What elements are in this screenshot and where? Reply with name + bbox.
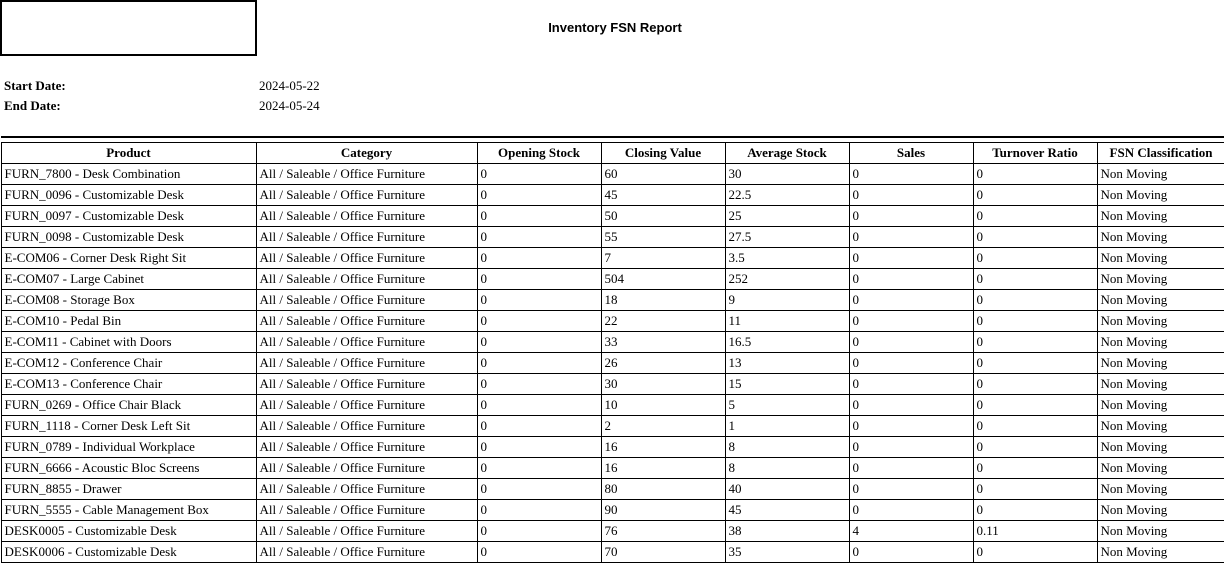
cell-opening-stock: 0 [477, 227, 601, 248]
cell-fsn-classification: Non Moving [1097, 227, 1224, 248]
cell-fsn-classification: Non Moving [1097, 353, 1224, 374]
cell-category: All / Saleable / Office Furniture [256, 353, 477, 374]
cell-average-stock: 25 [725, 206, 849, 227]
cell-turnover-ratio: 0 [973, 185, 1097, 206]
cell-average-stock: 8 [725, 437, 849, 458]
cell-average-stock: 15 [725, 374, 849, 395]
logo-placeholder-cell [1, 1, 256, 55]
cell-fsn-classification: Non Moving [1097, 269, 1224, 290]
table-row [1, 353, 1224, 374]
table-row [1, 416, 1224, 437]
cell-product: FURN_0098 - Customizable Desk [1, 227, 256, 248]
spacer-cell [725, 116, 849, 137]
column-header-closing-value: Closing Value [601, 143, 725, 164]
cell-turnover-ratio: 0 [973, 290, 1097, 311]
column-header-average-stock: Average Stock [725, 143, 849, 164]
cell-product: E-COM08 - Storage Box [1, 290, 256, 311]
cell-sales: 0 [849, 374, 973, 395]
cell-turnover-ratio: 0 [973, 458, 1097, 479]
cell-sales: 0 [849, 500, 973, 521]
cell-fsn-classification: Non Moving [1097, 374, 1224, 395]
bottom-edge-cell [256, 563, 477, 581]
cell-category: All / Saleable / Office Furniture [256, 248, 477, 269]
cell-sales: 0 [849, 416, 973, 437]
table-row [1, 206, 1224, 227]
cell-opening-stock: 0 [477, 185, 601, 206]
spacer-cell [973, 116, 1097, 137]
bottom-edge-cell [725, 563, 849, 581]
bottom-edge-cell [1, 563, 256, 581]
cell-closing-value: 76 [601, 521, 725, 542]
cell-fsn-classification: Non Moving [1097, 185, 1224, 206]
spacer-cell [725, 96, 849, 116]
spacer-cell [1, 55, 256, 76]
cell-fsn-classification: Non Moving [1097, 290, 1224, 311]
title-pad-cell-2 [1097, 1, 1224, 55]
cell-opening-stock: 0 [477, 542, 601, 563]
cell-sales: 0 [849, 269, 973, 290]
cell-category: All / Saleable / Office Furniture [256, 500, 477, 521]
cell-closing-value: 60 [601, 164, 725, 185]
cell-product: FURN_0789 - Individual Workplace [1, 437, 256, 458]
cell-turnover-ratio: 0 [973, 437, 1097, 458]
bottom-edge-cell [601, 563, 725, 581]
cell-opening-stock: 0 [477, 500, 601, 521]
cell-closing-value: 16 [601, 458, 725, 479]
cell-average-stock: 45 [725, 500, 849, 521]
table-bottom-edge-row [1, 563, 1224, 581]
cell-sales: 0 [849, 227, 973, 248]
table-row [1, 311, 1224, 332]
table-row [1, 164, 1224, 185]
cell-product: E-COM07 - Large Cabinet [1, 269, 256, 290]
cell-category: All / Saleable / Office Furniture [256, 164, 477, 185]
spacer-cell [1097, 96, 1224, 116]
cell-turnover-ratio: 0 [973, 479, 1097, 500]
cell-category: All / Saleable / Office Furniture [256, 374, 477, 395]
cell-turnover-ratio: 0 [973, 374, 1097, 395]
cell-fsn-classification: Non Moving [1097, 521, 1224, 542]
bottom-edge-cell [973, 563, 1097, 581]
spacer-cell [725, 55, 849, 76]
cell-fsn-classification: Non Moving [1097, 206, 1224, 227]
cell-closing-value: 45 [601, 185, 725, 206]
cell-fsn-classification: Non Moving [1097, 164, 1224, 185]
spacer-cell [601, 55, 725, 76]
bottom-edge-cell [1097, 563, 1224, 581]
cell-product: E-COM10 - Pedal Bin [1, 311, 256, 332]
spacer-cell [477, 116, 601, 137]
cell-opening-stock: 0 [477, 479, 601, 500]
table-row [1, 500, 1224, 521]
spacer-cell [1097, 55, 1224, 76]
cell-average-stock: 3.5 [725, 248, 849, 269]
cell-sales: 0 [849, 206, 973, 227]
cell-average-stock: 252 [725, 269, 849, 290]
cell-closing-value: 90 [601, 500, 725, 521]
spacer-cell [601, 116, 725, 137]
cell-category: All / Saleable / Office Furniture [256, 542, 477, 563]
cell-fsn-classification: Non Moving [1097, 437, 1224, 458]
cell-average-stock: 8 [725, 458, 849, 479]
column-header-product: Product [1, 143, 256, 164]
spacer-cell [601, 96, 725, 116]
cell-closing-value: 16 [601, 437, 725, 458]
table-header-row [1, 143, 1224, 164]
column-header-fsn-classification: FSN Classification [1097, 143, 1224, 164]
cell-opening-stock: 0 [477, 395, 601, 416]
cell-average-stock: 22.5 [725, 185, 849, 206]
cell-product: FURN_5555 - Cable Management Box [1, 500, 256, 521]
cell-opening-stock: 0 [477, 353, 601, 374]
end-date-label: End Date: [1, 96, 256, 116]
cell-turnover-ratio: 0 [973, 164, 1097, 185]
cell-sales: 0 [849, 311, 973, 332]
cell-opening-stock: 0 [477, 164, 601, 185]
spacer-cell [477, 96, 601, 116]
cell-closing-value: 33 [601, 332, 725, 353]
spacer-cell [1, 116, 256, 137]
table-row [1, 521, 1224, 542]
cell-category: All / Saleable / Office Furniture [256, 458, 477, 479]
spacer-cell [973, 76, 1097, 96]
cell-opening-stock: 0 [477, 458, 601, 479]
cell-average-stock: 38 [725, 521, 849, 542]
cell-closing-value: 30 [601, 374, 725, 395]
cell-category: All / Saleable / Office Furniture [256, 437, 477, 458]
cell-fsn-classification: Non Moving [1097, 458, 1224, 479]
cell-opening-stock: 0 [477, 290, 601, 311]
end-date-value: 2024-05-24 [256, 96, 477, 116]
cell-opening-stock: 0 [477, 437, 601, 458]
spacer-cell [256, 55, 477, 76]
spacer-cell [256, 116, 477, 137]
cell-average-stock: 5 [725, 395, 849, 416]
cell-sales: 0 [849, 395, 973, 416]
cell-category: All / Saleable / Office Furniture [256, 206, 477, 227]
cell-average-stock: 30 [725, 164, 849, 185]
end-date-row [1, 96, 1224, 116]
cell-average-stock: 11 [725, 311, 849, 332]
cell-closing-value: 504 [601, 269, 725, 290]
cell-fsn-classification: Non Moving [1097, 395, 1224, 416]
spacer-cell [849, 76, 973, 96]
table-row [1, 395, 1224, 416]
cell-opening-stock: 0 [477, 374, 601, 395]
spacer-cell [849, 96, 973, 116]
cell-average-stock: 9 [725, 290, 849, 311]
cell-turnover-ratio: 0 [973, 542, 1097, 563]
cell-sales: 4 [849, 521, 973, 542]
start-date-row [1, 76, 1224, 96]
cell-opening-stock: 0 [477, 248, 601, 269]
table-row [1, 437, 1224, 458]
cell-category: All / Saleable / Office Furniture [256, 227, 477, 248]
cell-turnover-ratio: 0 [973, 353, 1097, 374]
cell-category: All / Saleable / Office Furniture [256, 290, 477, 311]
cell-product: E-COM12 - Conference Chair [1, 353, 256, 374]
spacer-cell [849, 116, 973, 137]
cell-category: All / Saleable / Office Furniture [256, 521, 477, 542]
cell-turnover-ratio: 0 [973, 248, 1097, 269]
cell-average-stock: 1 [725, 416, 849, 437]
cell-category: All / Saleable / Office Furniture [256, 416, 477, 437]
start-date-label: Start Date: [1, 76, 256, 96]
cell-turnover-ratio: 0 [973, 332, 1097, 353]
cell-category: All / Saleable / Office Furniture [256, 395, 477, 416]
cell-fsn-classification: Non Moving [1097, 248, 1224, 269]
cell-fsn-classification: Non Moving [1097, 332, 1224, 353]
cell-sales: 0 [849, 290, 973, 311]
cell-average-stock: 16.5 [725, 332, 849, 353]
cell-opening-stock: 0 [477, 206, 601, 227]
table-row [1, 332, 1224, 353]
cell-product: FURN_8855 - Drawer [1, 479, 256, 500]
cell-closing-value: 2 [601, 416, 725, 437]
cell-sales: 0 [849, 458, 973, 479]
table-row [1, 290, 1224, 311]
cell-closing-value: 7 [601, 248, 725, 269]
spacer-cell [973, 96, 1097, 116]
spacer-cell [477, 55, 601, 76]
cell-category: All / Saleable / Office Furniture [256, 185, 477, 206]
bottom-edge-cell [849, 563, 973, 581]
cell-closing-value: 55 [601, 227, 725, 248]
cell-product: E-COM13 - Conference Chair [1, 374, 256, 395]
cell-turnover-ratio: 0 [973, 311, 1097, 332]
cell-product: E-COM11 - Cabinet with Doors [1, 332, 256, 353]
table-row [1, 227, 1224, 248]
cell-product: FURN_6666 - Acoustic Bloc Screens [1, 458, 256, 479]
cell-average-stock: 27.5 [725, 227, 849, 248]
cell-closing-value: 50 [601, 206, 725, 227]
cell-product: FURN_1118 - Corner Desk Left Sit [1, 416, 256, 437]
cell-sales: 0 [849, 332, 973, 353]
cell-sales: 0 [849, 248, 973, 269]
cell-product: FURN_0096 - Customizable Desk [1, 185, 256, 206]
cell-fsn-classification: Non Moving [1097, 542, 1224, 563]
cell-category: All / Saleable / Office Furniture [256, 311, 477, 332]
cell-category: All / Saleable / Office Furniture [256, 479, 477, 500]
cell-closing-value: 70 [601, 542, 725, 563]
column-header-category: Category [256, 143, 477, 164]
column-header-turnover-ratio: Turnover Ratio [973, 143, 1097, 164]
cell-turnover-ratio: 0 [973, 500, 1097, 521]
cell-turnover-ratio: 0 [973, 416, 1097, 437]
cell-sales: 0 [849, 542, 973, 563]
table-row [1, 374, 1224, 395]
cell-fsn-classification: Non Moving [1097, 500, 1224, 521]
cell-closing-value: 80 [601, 479, 725, 500]
cell-closing-value: 26 [601, 353, 725, 374]
cell-closing-value: 10 [601, 395, 725, 416]
spacer-cell [1097, 116, 1224, 137]
spacer-cell [849, 55, 973, 76]
cell-average-stock: 13 [725, 353, 849, 374]
table-row [1, 248, 1224, 269]
cell-fsn-classification: Non Moving [1097, 311, 1224, 332]
cell-product: E-COM06 - Corner Desk Right Sit [1, 248, 256, 269]
start-date-value: 2024-05-22 [256, 76, 477, 96]
cell-average-stock: 35 [725, 542, 849, 563]
spacer-row-1 [1, 55, 1224, 76]
title-pad-cell-1 [973, 1, 1097, 55]
table-row [1, 458, 1224, 479]
spacer-cell [725, 76, 849, 96]
cell-product: FURN_0097 - Customizable Desk [1, 206, 256, 227]
cell-turnover-ratio: 0 [973, 227, 1097, 248]
cell-turnover-ratio: 0 [973, 269, 1097, 290]
spacer-cell [601, 76, 725, 96]
bottom-edge-cell [477, 563, 601, 581]
table-row [1, 479, 1224, 500]
cell-product: DESK0006 - Customizable Desk [1, 542, 256, 563]
cell-product: DESK0005 - Customizable Desk [1, 521, 256, 542]
cell-turnover-ratio: 0 [973, 206, 1097, 227]
cell-closing-value: 22 [601, 311, 725, 332]
cell-product: FURN_7800 - Desk Combination [1, 164, 256, 185]
table-row [1, 185, 1224, 206]
title-row [1, 1, 1224, 55]
spacer-row-2 [1, 116, 1224, 137]
cell-sales: 0 [849, 437, 973, 458]
cell-average-stock: 40 [725, 479, 849, 500]
cell-category: All / Saleable / Office Furniture [256, 332, 477, 353]
spacer-cell [477, 76, 601, 96]
page-title: Inventory FSN Report [256, 1, 973, 55]
cell-sales: 0 [849, 185, 973, 206]
cell-category: All / Saleable / Office Furniture [256, 269, 477, 290]
cell-fsn-classification: Non Moving [1097, 479, 1224, 500]
cell-opening-stock: 0 [477, 521, 601, 542]
cell-fsn-classification: Non Moving [1097, 416, 1224, 437]
cell-turnover-ratio: 0.11 [973, 521, 1097, 542]
spacer-cell [973, 55, 1097, 76]
cell-opening-stock: 0 [477, 332, 601, 353]
table-row [1, 542, 1224, 563]
cell-closing-value: 18 [601, 290, 725, 311]
cell-opening-stock: 0 [477, 416, 601, 437]
table-row [1, 269, 1224, 290]
cell-sales: 0 [849, 164, 973, 185]
spacer-cell [1097, 76, 1224, 96]
cell-opening-stock: 0 [477, 269, 601, 290]
cell-product: FURN_0269 - Office Chair Black [1, 395, 256, 416]
cell-sales: 0 [849, 479, 973, 500]
cell-opening-stock: 0 [477, 311, 601, 332]
column-header-opening-stock: Opening Stock [477, 143, 601, 164]
cell-sales: 0 [849, 353, 973, 374]
column-header-sales: Sales [849, 143, 973, 164]
cell-turnover-ratio: 0 [973, 395, 1097, 416]
